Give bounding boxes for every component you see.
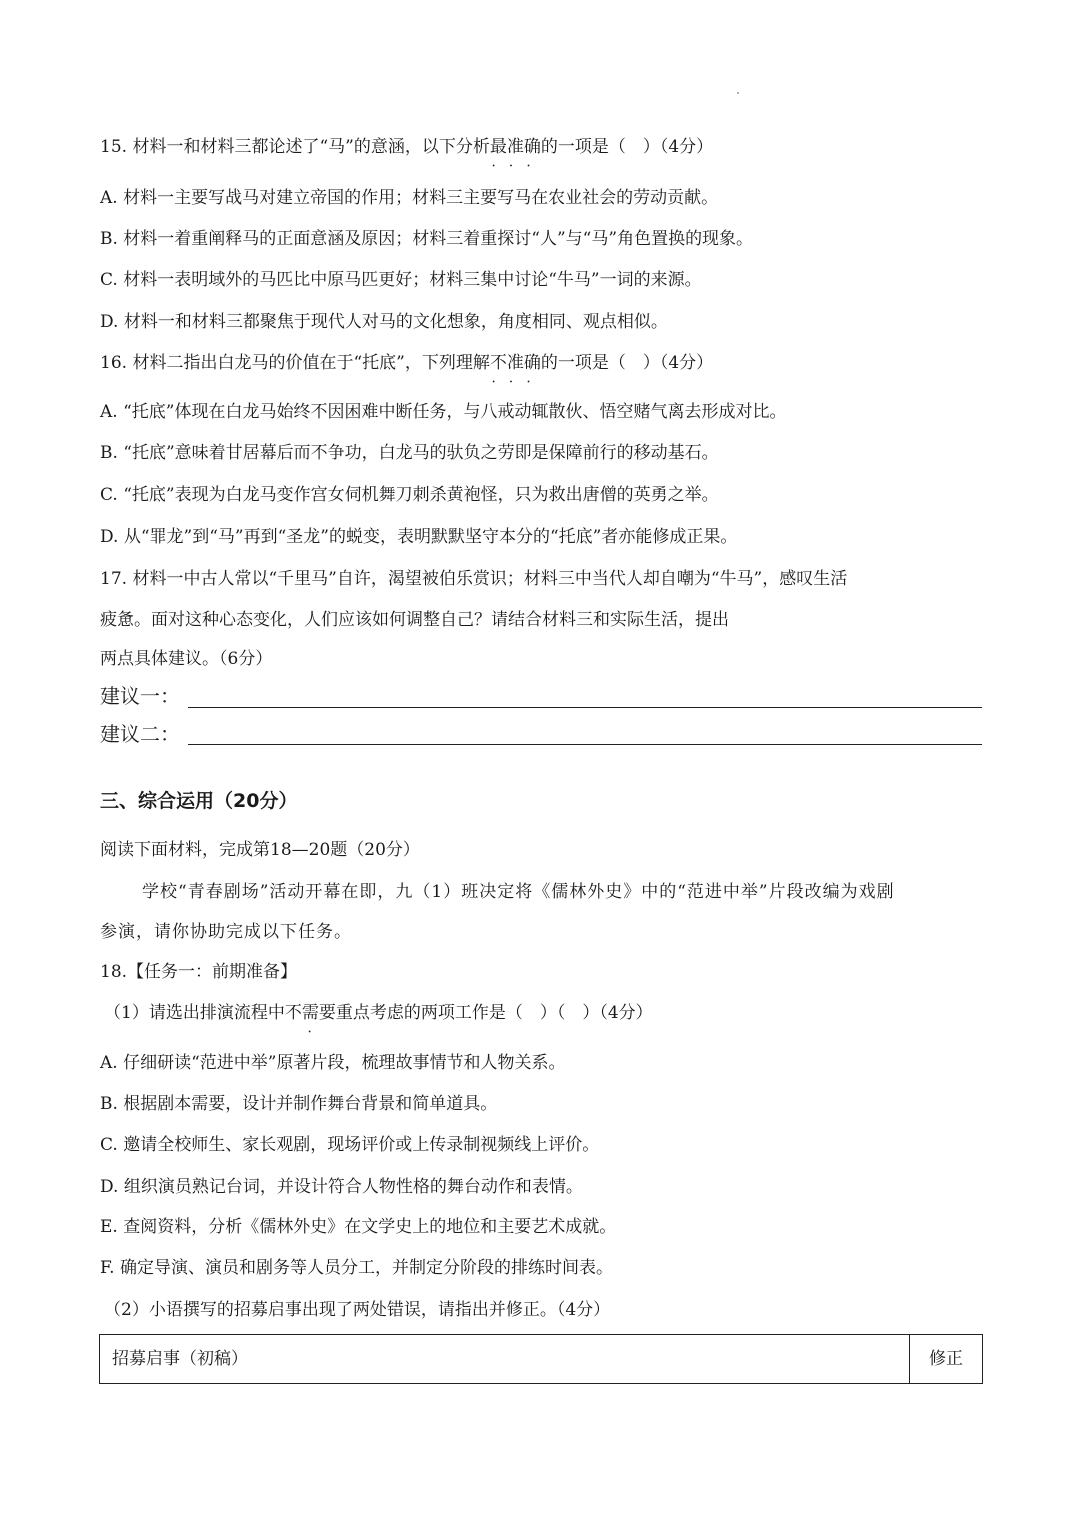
notice-draft-header: 招募启事（初稿） [100, 1335, 910, 1383]
question-15-option-d: D. 材料一和材料三都聚焦于现代人对马的文化想象，角度相同、观点相似。 [100, 312, 668, 332]
section-3-title: 三、综合运用（20分） [100, 790, 298, 812]
question-17-line-1: 17. 材料一中古人常以“千里马”自许，渴望被伯乐赏识；材料三中当代人却自嘲为“牛马”，感叹生活 [100, 569, 848, 589]
question-18-sub-2: （2）小语撰写的招募启事出现了两处错误，请指出并修正。（4分） [104, 1300, 611, 1320]
passage-line-1: 学校“青春剧场”活动开幕在即，九（1）班决定将《儒林外史》中的“范进中举”片段改编为戏剧 [142, 882, 895, 902]
question-18-option-c: C. 邀请全校师生、家长观剧，现场评价或上传录制视频线上评价。 [100, 1135, 600, 1155]
question-16-option-c: C. “托底”表现为白龙马变作宫女伺机舞刀刺杀黄袍怪，只为救出唐僧的英勇之举。 [100, 485, 719, 505]
question-18-option-b: B. 根据剧本需要，设计并制作舞台背景和简单道具。 [100, 1094, 498, 1114]
question-15-option-b: B. 材料一着重阐释马的正面意涵及原因；材料三着重探讨“人”与“马”角色置换的现象。 [100, 229, 754, 249]
correction-header: 修正 [929, 1349, 963, 1369]
question-16-option-d: D. 从“罪龙”到“马”再到“圣龙”的蜕变，表明默默坚守本分的“托底”者亦能修成正果。 [100, 527, 738, 547]
question-16-option-b: B. “托底”意味着甘居幕后而不争功，白龙马的驮负之劳即是保障前行的移动基石。 [100, 443, 719, 463]
answer-1-label: 建议一： [100, 684, 180, 708]
section-3-intro: 阅读下面材料，完成第18—20题（20分） [100, 840, 420, 860]
question-18-sub-1: （1）请选出排演流程中不需要重点考虑的两项工作是（ ）（ ）（4分） [104, 1003, 653, 1023]
scan-speck [737, 92, 739, 94]
question-17-line-2: 疲惫。面对这种心态变化，人们应该如何调整自己？请结合材料三和实际生活，提出 [100, 610, 729, 630]
question-15-option-a: A. 材料一主要写战马对建立帝国的作用；材料三主要写马在农业社会的劳动贡献。 [100, 188, 719, 208]
question-16-stem: 16. 材料二指出白龙马的价值在于“托底”，下列理解不准确 • • •的一项是（ ）（4分） [100, 351, 713, 375]
question-15-stem: 15. 材料一和材料三都论述了“马”的意涵，以下分析最准确 • • •的一项是（ ）（4分） [100, 135, 713, 159]
question-18-option-d: D. 组织演员熟记台词，并设计符合人物性格的舞台动作和表情。 [100, 1177, 583, 1197]
emphasis-dots: 不准确 • • • [490, 351, 541, 375]
question-18-option-f: F. 确定导演、演员和剧务等人员分工，并制定分阶段的排练时间表。 [100, 1258, 613, 1278]
emphasis-dot: 需 [301, 1003, 319, 1023]
answer-2-label: 建议二： [100, 722, 180, 746]
recruitment-notice-table [99, 1334, 983, 1384]
question-15-option-c: C. 材料一表明域外的马匹比中原马匹更好；材料三集中讨论“牛马”一词的来源。 [100, 270, 702, 290]
question-18-option-e: E. 查阅资料，分析《儒林外史》在文学史上的地位和主要艺术成就。 [100, 1217, 617, 1237]
emphasis-dots: 最准确 • • • [490, 135, 541, 159]
answer-1-blank[interactable] [188, 707, 982, 708]
question-16-option-a: A. “托底”体现在白龙马始终不因困难中断任务，与八戒动辄散伙、悟空赌气离去形成对比。 [100, 402, 787, 422]
question-18-option-a: A. 仔细研读“范进中举”原著片段，梳理故事情节和人物关系。 [100, 1053, 566, 1073]
question-17-line-3: 两点具体建议。（6分） [100, 649, 273, 669]
answer-2-blank[interactable] [188, 744, 982, 745]
question-18-task: 18.【任务一：前期准备】 [100, 962, 298, 982]
passage-line-2: 参演，请你协助完成以下任务。 [100, 922, 352, 942]
